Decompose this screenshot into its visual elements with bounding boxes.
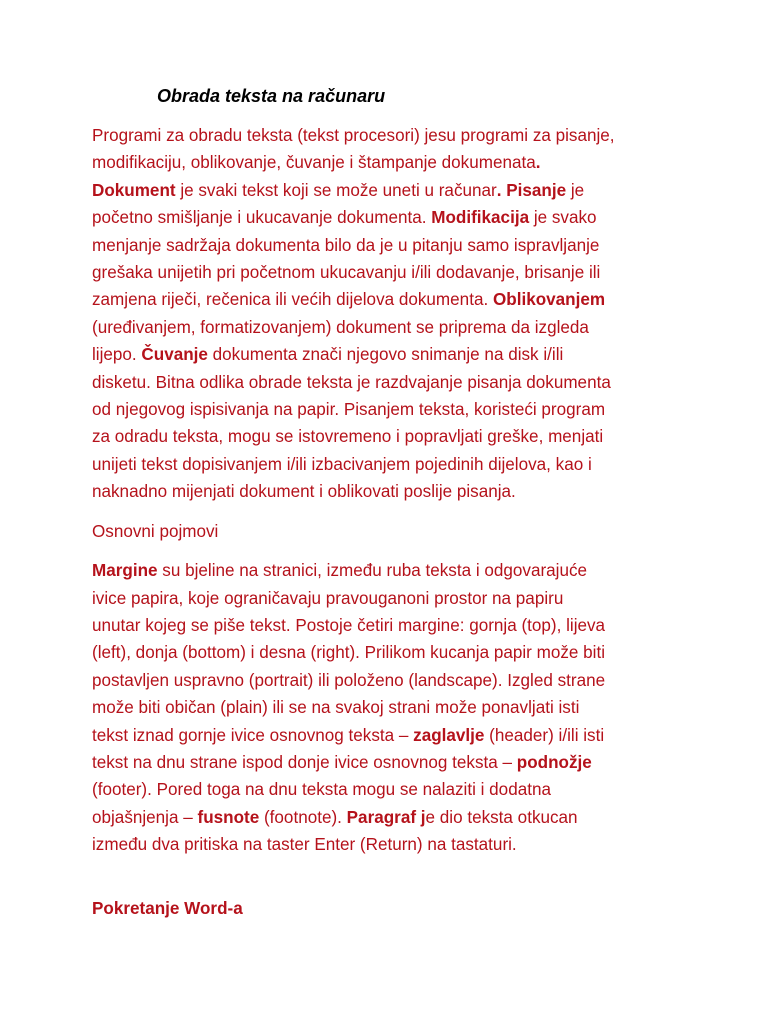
text-line [92,722,692,749]
text-run: od njegovog ispisivanja na papir. Pisanjem teksta, koristeći program [92,400,606,420]
text-run: (footnote). [259,807,347,827]
text-line [92,232,692,259]
heading-pokretanje-word: Pokretanje Word-a [92,898,243,918]
text-line [92,177,692,204]
text-run: početno smišljanje i ukucavanje dokumenta. [92,208,432,228]
bold-term: Oblikovanjem [492,290,606,310]
text-run: (header) i/ili isti [484,725,605,745]
paragraph-intro [92,122,692,506]
text-run: tekst iznad gornje ivice osnovnog teksta – [92,725,414,745]
text-run: može biti običan (plain) ili se na svakoj strani može ponavljati isti [92,698,580,718]
text-run: objašnjenja – [92,807,198,827]
text-line [92,369,692,396]
text-line [92,585,692,612]
text-run: (footer). Pored toga na dnu teksta mogu se nalaziti i dodatna [92,780,551,800]
text-run: (uređivanjem, formatizovanjem) dokument se priprema da izgleda [92,317,589,337]
text-line [92,314,692,341]
text-run: modifikaciju, oblikovanje, čuvanje i štampanje dokumenata [92,153,536,173]
document-body [92,122,692,922]
bold-term: . [535,153,541,173]
text-run: je svaki tekst koji se može uneti u računar [175,180,497,200]
text-run: između dva pritiska na taster Enter (Return) na tastaturi. [92,835,517,855]
text-line [92,286,692,313]
text-run: unijeti tekst dopisivanjem i/ili izbacivanjem pojedinih dijelova, kao i [92,454,592,474]
bold-term: Dokument [92,180,176,200]
text-line [92,804,692,831]
text-run: menjanje sadržaja dokumenta bilo da je u pitanju samo ispravljanje [92,235,600,255]
bold-term: . Pisanje [496,180,567,200]
bold-term: podnožje [516,752,592,772]
bold-term: Margine [92,561,158,581]
text-line [92,149,692,176]
heading-osnovni-pojmovi: Osnovni pojmovi [92,521,219,541]
text-run: disketu. Bitna odlika obrade teksta je razdvajanje pisanja dokumenta [92,372,611,392]
text-line [92,478,692,505]
text-run: (left), donja (bottom) i desna (right). Prilikom kucanja papir može biti [92,643,606,663]
text-line [92,122,692,149]
text-run: Programi za obradu teksta (tekst procesori) jesu programi za pisanje, [92,126,615,145]
paragraph-margine [92,557,692,858]
bold-term: fusnote [197,807,260,827]
text-run: unutar kojeg se piše tekst. Postoje četiri margine: gornja (top), lijeva [92,615,606,635]
text-line [92,667,692,694]
text-run: naknadno mijenjati dokument i oblikovati poslije pisanja. [92,482,516,502]
text-line [92,749,692,776]
text-run: je [566,180,585,200]
text-line [92,423,692,450]
text-run: tekst na dnu strane ispod donje ivice osnovnog teksta – [92,752,517,772]
text-line [92,396,692,423]
text-line [92,451,692,478]
text-run: grešaka unijetih pri početnom ukucavanju i/ili dodavanje, brisanje ili [92,263,601,283]
bold-term: Modifikacija [431,208,530,228]
text-run: dokumenta znači njegovo snimanje na disk i/ili [207,345,564,365]
bold-term: Čuvanje [141,345,208,365]
text-line [92,341,692,368]
text-run: zamjena riječi, rečenica ili većih dijelova dokumenta. [92,290,493,310]
text-line [92,694,692,721]
text-line [92,612,692,639]
text-line [92,557,692,584]
document-title: Obrada teksta na računaru [157,86,386,106]
text-run: za odradu teksta, mogu se istovremeno i popravljati greške, menjati [92,427,604,447]
text-line [92,204,692,231]
bold-term: Paragraf j [346,807,426,827]
text-line [92,831,692,858]
text-run: lijepo. [92,345,142,365]
text-line [92,776,692,803]
text-line [92,639,692,666]
text-run: postavljen uspravno (portrait) ili položeno (landscape). Izgled strane [92,670,606,690]
text-run: ivice papira, koje ograničavaju pravouganoni prostor na papiru [92,588,564,608]
text-line [92,259,692,286]
text-run: je svako [529,208,597,228]
text-run: su bjeline na stranici, između ruba teksta i odgovarajuće [157,561,588,581]
text-run: e dio teksta otkucan [425,807,578,827]
bold-term: zaglavlje [413,725,485,745]
